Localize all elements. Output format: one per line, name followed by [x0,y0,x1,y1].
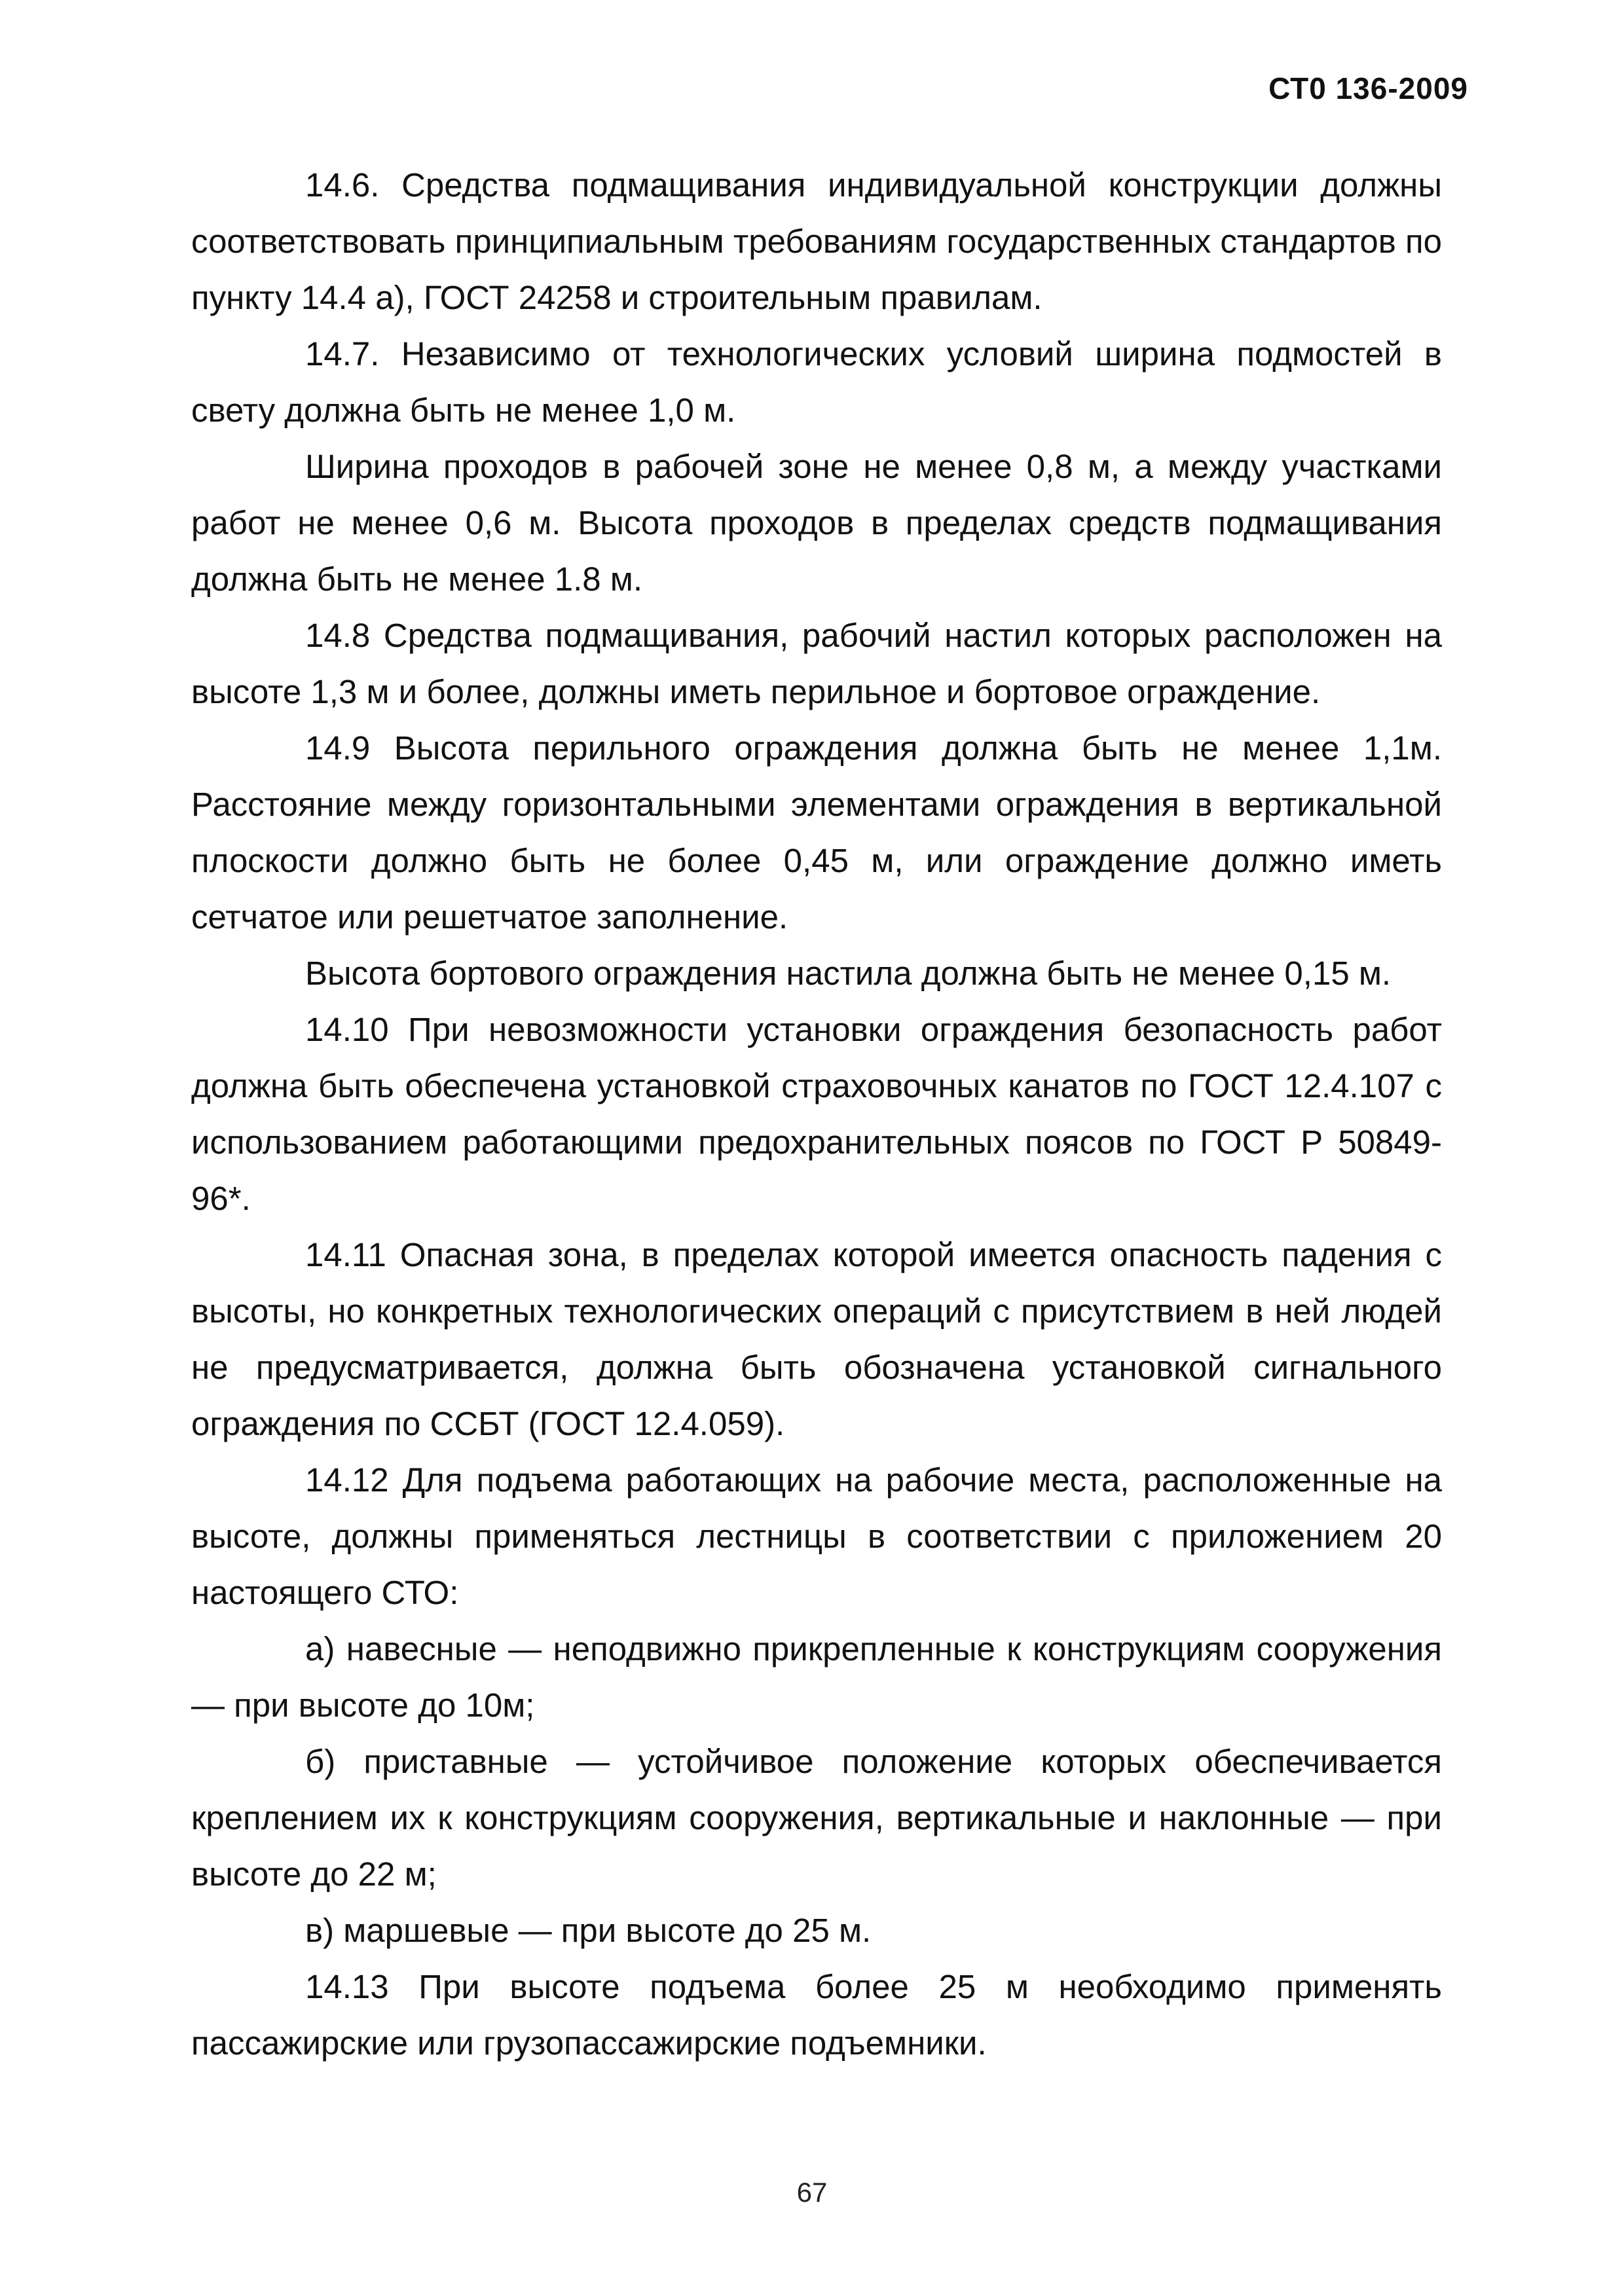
document-code-header: СТ0 136-2009 [1268,71,1468,105]
paragraph-14-12: 14.12 Для подъема работающих на рабочие места, расположенные на высоте, должны применяться лестницы в соответствии с приложением 20 настоящего СТО: [191,1461,1442,1611]
document-body [191,157,1442,2071]
paragraph-14-7: 14.7. Независимо от технологических условий ширина подмостей в свету должна быть не менее 1,0 м. [191,335,1442,429]
paragraph-board-fence-height: Высота бортового ограждения настила должна быть не менее 0,15 м. [305,955,1392,992]
paragraph-14-10: 14.10 При невозможности установки ограждения безопасность работ должна быть обеспечена установкой страховочных канатов по ГОСТ 12.4.107 с использованием работающими предохранительных поясов по ГОСТ Р 50849-96*. [191,1011,1442,1217]
paragraph-14-13: 14.13 При высоте подъема более 25 м необходимо применять пассажирские или грузопассажирские подъемники. [191,1968,1442,2062]
list-item-a: а) навесные — неподвижно прикрепленные к конструкциям сооружения — при высоте до 10м; [191,1630,1442,1724]
list-item-b: б) приставные — устойчивое положение которых обеспечивается креплением их к конструкциям сооружения, вертикальные и наклонные — при высоте до 22 м; [191,1743,1442,1893]
paragraph-14-8: 14.8 Средства подмащивания, рабочий настил которых расположен на высоте 1,3 м и более, должны иметь перильное и бортовое ограждение. [191,617,1442,710]
paragraph-14-9: 14.9 Высота перильного ограждения должна быть не менее 1,1м. Расстояние между горизонтальными элементами ограждения в вертикальной плоскости должно быть не более 0,45 м, или ограждение должно иметь сетчатое или решетчатое заполнение. [191,729,1442,936]
paragraph-passage-width: Ширина проходов в рабочей зоне не менее 0,8 м, а между участками работ не менее 0,6 м. Высота проходов в пределах средств подмащивания должна быть не менее 1.8 м. [191,448,1442,598]
list-item-v: в) маршевые — при высоте до 25 м. [305,1912,872,1949]
page-number: 67 [796,2177,828,2208]
paragraph-14-11: 14.11 Опасная зона, в пределах которой имеется опасность падения с высоты, но конкретных технологических операций с присутствием в ней людей не предусматривается, должна быть обозначена установкой сигнального ограждения по ССБТ (ГОСТ 12.4.059). [191,1236,1442,1442]
paragraph-14-6: 14.6. Средства подмащивания индивидуальной конструкции должны соответствовать принципиальным требованиям государственных стандартов по пункту 14.4 а), ГОСТ 24258 и строительным правилам. [191,166,1442,316]
